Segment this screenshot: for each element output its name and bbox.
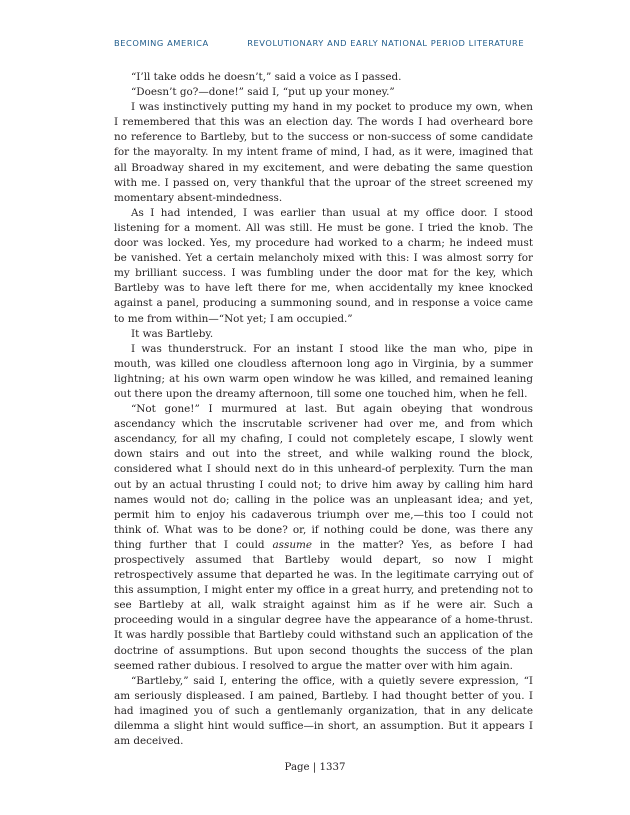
paragraph-text: in the matter? Yes, as before I had prospectively assumed that Bartleby would depart, so now I might retrospectively assume that departed he was. In the legitimate carrying out of this assumption, I might enter my office in a great hurry, and pretending not to see Bartleby at all, walk straight against him as if he were air. Such a proceeding would in a singular degree have the appearance of a home-thrust. It was hardly possible that Bartleby could withstand such an application of the doctrine of assumptions. But upon second thoughts the success of the plan seemed rather dubious. I resolved to argue the matter over with him again. [114,538,534,672]
paragraph: I was instinctively putting my hand in my pocket to produce my own, when I remembered that this was an election day. The words I had overheard bore no reference to Bartleby, but to the success or non-success of some candidate for the mayoralty. In my intent frame of mind, I had, as it were, imagined that all Broadway shared in my excitement, and were debating the same question with me. I passed on, very thankful that the uproar of the street screened my momentary absent-mindedness. [114,101,533,204]
emphasis-word: assume [272,538,313,551]
paragraph: As I had intended, I was earlier than usual at my office door. I stood listening for a moment. All was still. He must be gone. I tried the knob. The door was locked. Yes, my procedure had worked to a charm; he indeed must be vanished. Yet a certain melancholy mixed with this: I was almost sorry for my brilliant success. I was fumbling under the door mat for the key, which Bartleby was to have left there for me, when accidentally my knee knocked against a panel, producing a summoning sound, and in response a voice came to me from within—“Not yet; I am occupied.” [114,206,533,325]
page-label: Page [284,762,310,773]
paragraph: “Bartleby,” said I, entering the office, with a quietly severe expression, “I am seriously displeased. I am pained, Bartleby. I had thought better of you. I had imagined you of such a gentlemanly organization, that in any delicate dilemma a slight hint would suffice—in short, an assumption. But it appears I am deceived. [114,674,533,748]
paragraph-text: “Not gone!” I murmured at last. But again obeying that wondrous ascendancy which the inscrutable scrivener had over me, and from which ascendancy, for all my chafing, I could not completely escape, I slowly went down stairs and out into the street, and while walking round the block, considered what I should next do in this unheard-of perplexity. Turn the man out by an actual thrusting I could not; to drive him away by calling him hard names would not do; calling in the police was an unpleasant idea; and yet, permit him to enjoy his cadaverous triumph over me,—this too I could not think of. What was to be done? or, if nothing could be done, was there any thing further that I could [114,403,533,551]
header-book-title: BECOMING AMERICA [114,38,209,48]
page-separator: | [312,762,317,773]
running-header [114,38,534,48]
paragraph [114,402,533,674]
header-section-title: REVOLUTIONARY AND EARLY NATIONAL PERIOD LITERATURE [247,38,525,48]
page-number: 1337 [319,762,346,773]
paragraph: It was Bartleby. [131,327,214,340]
page-footer [0,762,630,773]
paragraph: I was thunderstruck. For an instant I stood like the man who, pipe in mouth, was killed one cloudless afternoon long ago in Virginia, by a summer lightning; at his own warm open window he was killed, and remained leaning out there upon the dreamy afternoon, till some one touched him, when he fell. [114,342,533,400]
paragraph: “Doesn’t go?—done!” said I, “put up your money.” [131,86,395,99]
paragraph: “I’ll take odds he doesn’t,” said a voice as I passed. [131,71,402,83]
body-text [114,70,533,749]
